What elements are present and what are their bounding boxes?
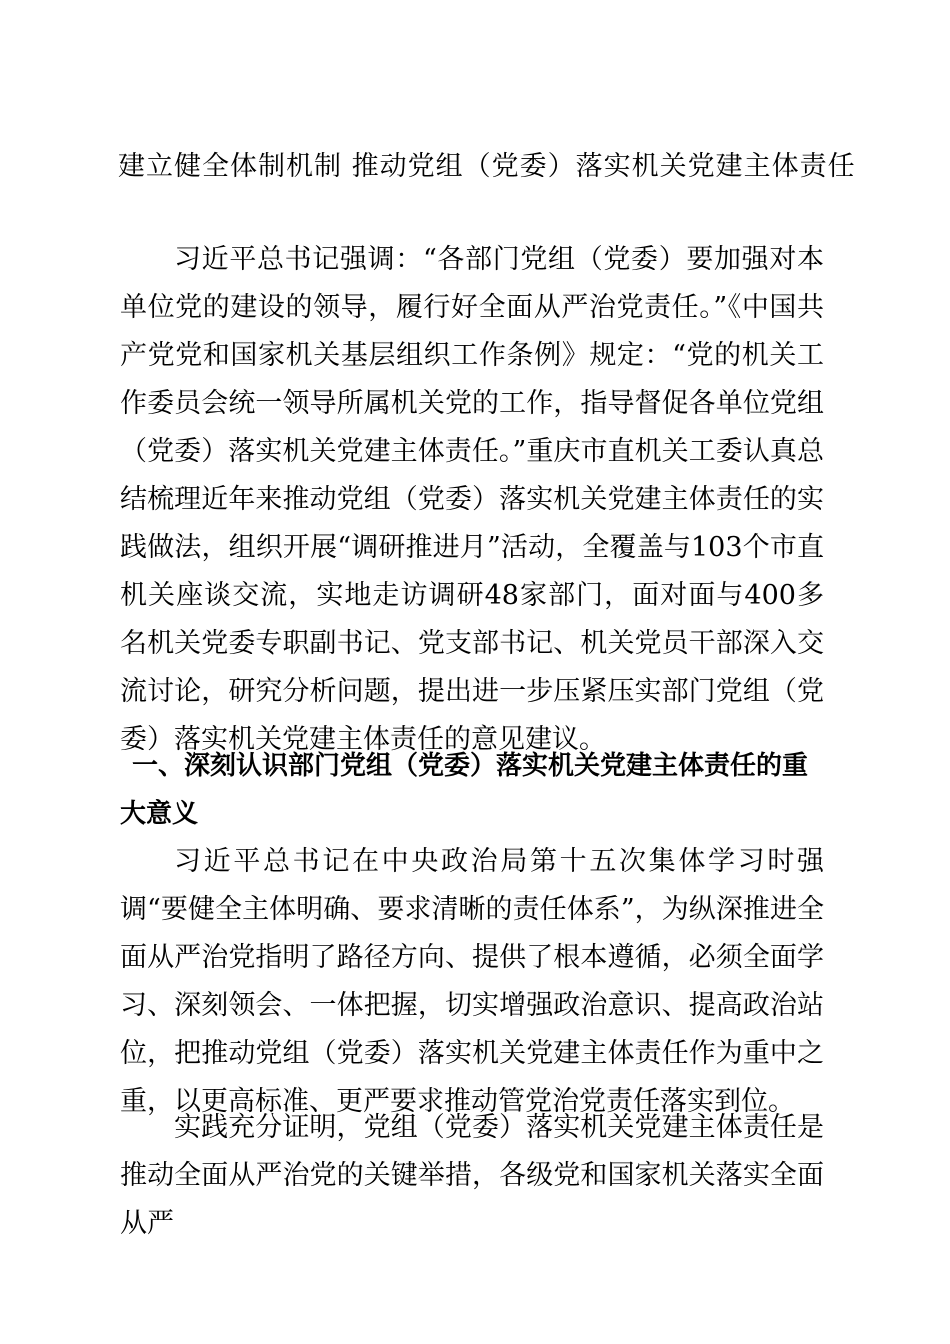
section-paragraph: 实践充分证明，党组（党委）落实机关党建主体责任是推动全面从严治党的关键举措，各级党和国家机关落实全面从严	[120, 1112, 824, 1239]
intro-paragraph: 习近平总书记强调：“各部门党组（党委）要加强对本单位党的建设的领导，履行好全面从严治党责任。”《中国共产党党和国家机关基层组织工作条例》规定：“党的机关工作委员会统一领导所属机关党的工作，指导督促各单位党组（党委）落实机关党建主体责任。”重庆市直机关工委认真总结梳理近年来推动党组（党委）落实机关党建主体责任的实践做法，组织开展“调研推进月”活动，全覆盖与103个市直机关座谈交流，实地走访调研48家部门，面对面与400多名机关党委专职副书记、党支部书记、机关党员干部深入交流讨论，研究分析问题，提出进一步压紧压实部门党组（党委）落实机关党建主体责任的意见建议。	[120, 244, 824, 755]
document-title: 建立健全体制机制 推动党组（党委）落实机关党建主体责任	[118, 151, 856, 182]
section-heading: 一、深刻认识部门党组（党委）落实机关党建主体责任的重大意义	[120, 751, 809, 829]
section-paragraph: 习近平总书记在中央政治局第十五次集体学习时强调“要健全主体明确、要求清晰的责任体系”，为纵深推进全面从严治党指明了路径方向、提供了根本遵循，必须全面学习、深刻领会、一体把握，切实增强政治意识、提高政治站位，把推动党组（党委）落实机关党建主体责任作为重中之重，以更高标准、更严要求推动管党治党责任落实到位。	[120, 846, 824, 1117]
